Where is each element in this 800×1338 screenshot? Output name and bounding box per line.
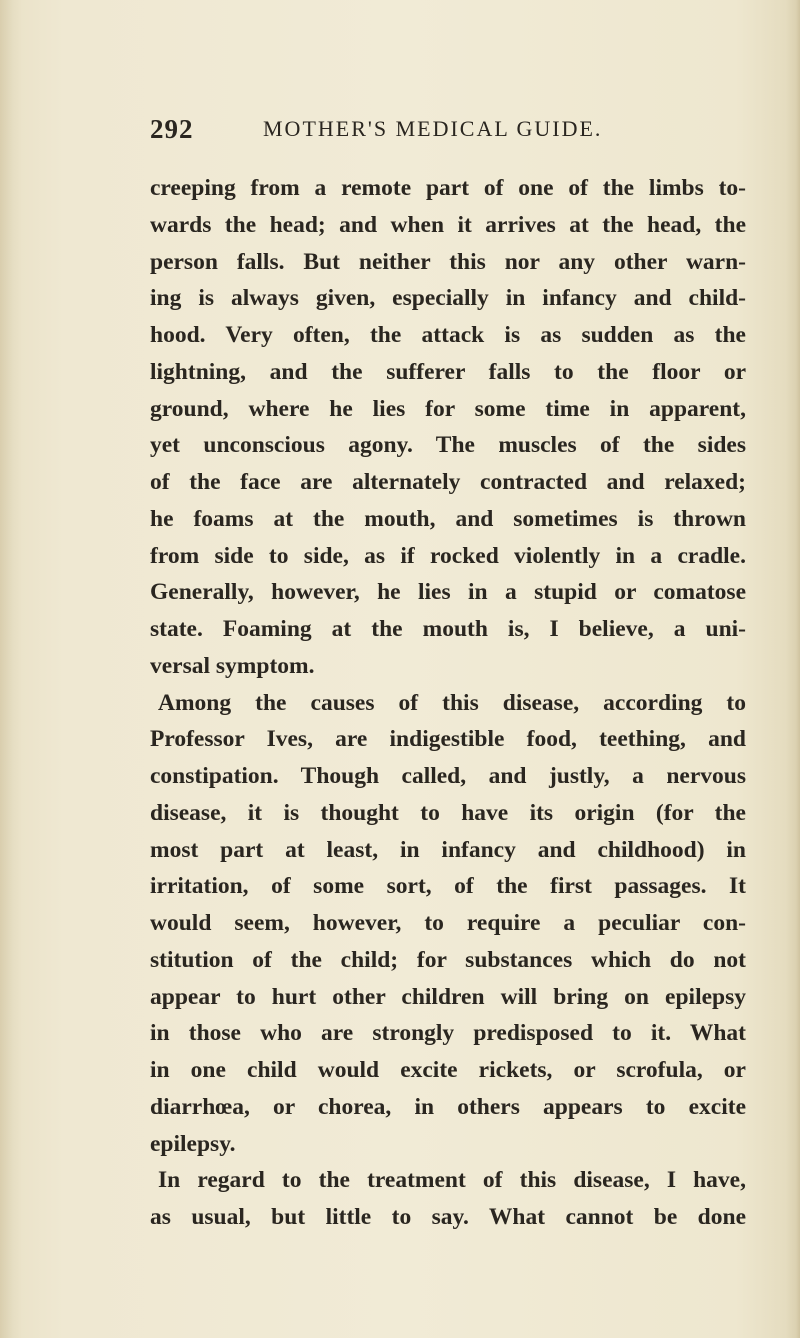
text-line: Among the causes of this disease, according to <box>158 689 746 716</box>
text-line: ground, where he lies for some time in apparent, <box>150 395 746 422</box>
text-line: lightning, and the sufferer falls to the floor or <box>150 358 746 385</box>
text-line: hood. Very often, the attack is as sudden as the <box>150 322 746 348</box>
text-line: would seem, however, to require a peculiar con- <box>150 910 746 936</box>
text-line: ing is always given, especially in infancy and child- <box>150 285 746 312</box>
text-line: versal symptom. <box>150 652 315 679</box>
text-line: he foams at the mouth, and sometimes is thrown <box>150 505 746 532</box>
text-line: irritation, of some sort, of the first passages. It <box>150 873 746 900</box>
page-edge-shadow-right <box>786 0 800 1338</box>
running-head: MOTHER'S MEDICAL GUIDE. <box>263 116 603 141</box>
text-line: disease, it is thought to have its origin (for the <box>150 799 746 826</box>
text-line: creeping from a remote part of one of the limbs to- <box>150 175 746 201</box>
text-line: Professor Ives, are indigestible food, teething, and <box>150 726 746 753</box>
text-line: epilepsy. <box>150 1130 236 1157</box>
text-line: diarrhœa, or chorea, in others appears to excite <box>150 1093 746 1120</box>
text-line: most part at least, in infancy and childhood) in <box>150 836 746 863</box>
text-line: as usual, but little to say. What cannot be done <box>150 1204 746 1230</box>
page-header <box>150 114 750 148</box>
text-line: appear to hurt other children will bring on epilepsy <box>150 983 746 1010</box>
text-line: Generally, however, he lies in a stupid or comatose <box>150 579 746 606</box>
text-line: in one child would excite rickets, or scrofula, or <box>150 1057 746 1083</box>
text-line: from side to side, as if rocked violently in a cradle. <box>150 542 746 569</box>
text-line: person falls. But neither this nor any other warn- <box>150 248 746 275</box>
text-line: yet unconscious agony. The muscles of the sides <box>150 432 746 459</box>
text-line: of the face are alternately contracted and relaxed; <box>150 469 746 495</box>
page-number: 292 <box>150 114 194 144</box>
text-line: wards the head; and when it arrives at the head, the <box>150 211 746 238</box>
text-line: stitution of the child; for substances which do not <box>150 946 746 973</box>
page-edge-shadow-left <box>0 0 22 1338</box>
text-line: In regard to the treatment of this disease, I have, <box>158 1167 746 1194</box>
text-line: in those who are strongly predisposed to it. What <box>150 1020 746 1047</box>
body-text <box>150 170 746 1236</box>
text-line: state. Foaming at the mouth is, I believe, a uni- <box>150 616 746 642</box>
text-line: constipation. Though called, and justly, a nervous <box>150 763 746 789</box>
